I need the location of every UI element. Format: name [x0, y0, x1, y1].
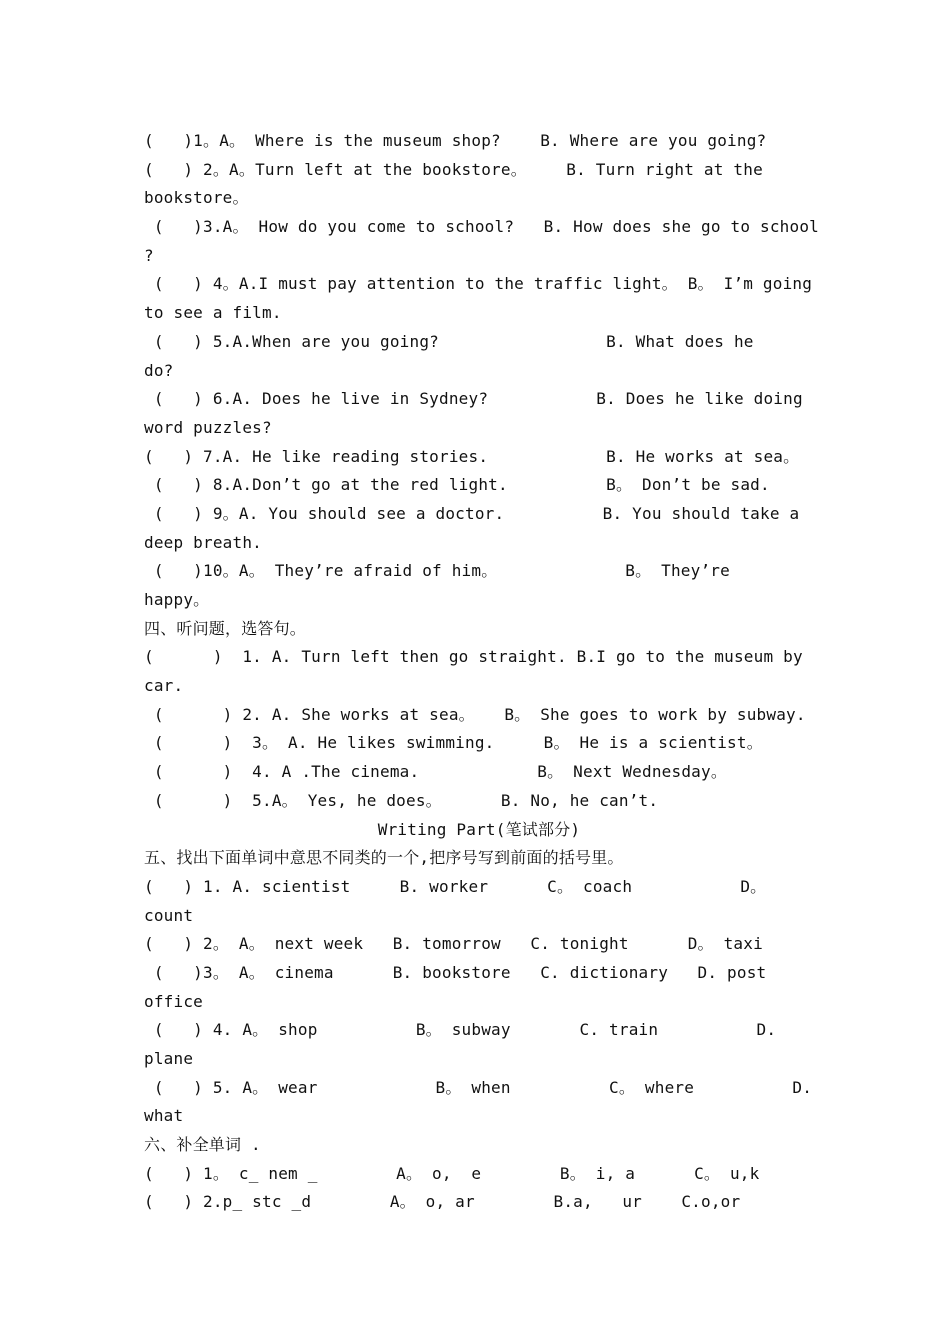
listening-item-6: ( ) 6.A. Does he live in Sydney? B. Does he like doing: [144, 389, 803, 409]
word-completion-item-2: ( ) 2.p_ stc _d A。 o, ar B.a, ur C.o,or: [144, 1192, 741, 1212]
listening-item-2-cont: bookstore。: [144, 188, 249, 208]
section-5-heading: 五、找出下面单词中意思不同类的一个,把序号写到前面的括号里。: [144, 848, 624, 868]
worksheet-page: [144, 127, 819, 1217]
odd-one-out-item-3: ( )3。 A。 cinema B. bookstore C. dictionary D. post: [144, 962, 767, 982]
listening-item-8: ( ) 8.A.Don’t go at the red light. B。 Don’t be sad.: [144, 475, 770, 495]
listening-item-4-cont: to see a film.: [144, 303, 282, 323]
listening-item-2: ( ) 2。A。Turn left at the bookstore。 B. Turn right at the: [144, 159, 763, 179]
answer-item-4: ( ) 4. A .The cinema. B。 Next Wednesday。: [144, 762, 728, 782]
section-4-heading: 四、听问题，选答句。: [144, 618, 307, 638]
answer-item-1-cont: car.: [144, 676, 184, 696]
odd-one-out-item-1: ( ) 1. A. scientist B. worker C。 coach D。: [144, 876, 767, 896]
section-6-heading: 六、补全单词 .: [144, 1135, 261, 1155]
answer-item-2: ( ) 2. A. She works at sea。 B。 She goes to work by subway.: [144, 704, 806, 724]
odd-one-out-item-1-cont: count: [144, 905, 194, 925]
listening-item-6-cont: word puzzles?: [144, 417, 272, 437]
listening-item-9: ( ) 9。A. You should see a doctor. B. You should take a: [144, 503, 800, 523]
listening-item-5-cont: do?: [144, 360, 174, 380]
listening-item-5: ( ) 5.A.When are you going? B. What does he: [144, 331, 754, 351]
odd-one-out-item-3-cont: office: [144, 991, 203, 1011]
odd-one-out-item-4: ( ) 4. A。 shop B。 subway C. train D.: [144, 1020, 777, 1040]
answer-item-3: ( ) 3。 A. He likes swimming. B。 He is a scientist。: [144, 733, 763, 753]
answer-item-5: ( ) 5.A。 Yes, he does。 B. No, he can’t.: [144, 790, 659, 810]
writing-part-heading: Writing Part(笔试部分): [377, 819, 581, 839]
listening-item-7: ( ) 7.A. He like reading stories. B. He works at sea。: [144, 446, 800, 466]
answer-item-1: ( ) 1. A. Turn left then go straight. B.I go to the museum by: [144, 647, 803, 667]
listening-item-4: ( ) 4。A.I must pay attention to the traffic light。 B。 I’m going: [144, 274, 813, 294]
odd-one-out-item-4-cont: plane: [144, 1049, 194, 1068]
listening-item-9-cont: deep breath.: [144, 532, 262, 552]
odd-one-out-item-5: ( ) 5. A。 wear B。 when C。 where D.: [144, 1077, 813, 1097]
listening-item-10-cont: happy。: [144, 590, 210, 609]
listening-item-1: ( )1。A。 Where is the museum shop? B. Where are you going?: [144, 131, 767, 150]
listening-item-10: ( )10。A。 They’re afraid of him。 B。 They’re: [144, 561, 730, 581]
odd-one-out-item-5-cont: what: [144, 1106, 184, 1126]
word-completion-item-1: ( ) 1。 c_ nem _ A。 o, e B。 i, a C。 u,k: [144, 1163, 760, 1183]
listening-item-3-cont: ?: [144, 245, 154, 265]
odd-one-out-item-2: ( ) 2。 A。 next week B. tomorrow C. tonight D。 taxi: [144, 934, 763, 954]
listening-item-3: ( )3.A。 How do you come to school? B. How does she go to school: [144, 217, 819, 237]
